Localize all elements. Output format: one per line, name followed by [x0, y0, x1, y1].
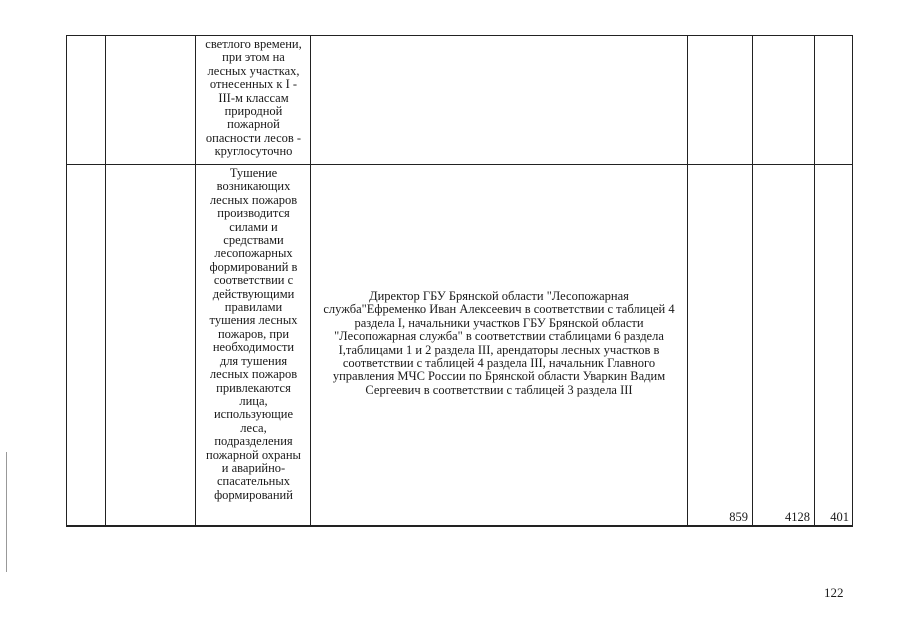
table-row2-col3-text: Тушение возникающих лесных пожаров производится силами и средствами лесопожарных формирований в соответствии с действующими правилами тушения лесных пожаров, при необходимости для тушения лесных пожаров привлекаются лица, использующие леса, подразделения пожарной охраны и аварийно- спасательных формирований — [206, 166, 301, 502]
scan-margin-mark — [6, 452, 7, 572]
table-row2-col7-value: 401 — [830, 510, 849, 524]
page-number: 122 — [824, 585, 844, 600]
table-row2-responsible-text: Директор ГБУ Брянской области "Лесопожарная служба"Ефременко Иван Алексеевич в соответствии с таблицей 4 раздела I, начальники участков ГБУ Брянской области "Лесопожарная служба" в соответствии стаблицами 6 раздела I,таблицами 1 и 2 раздела III, арендаторы лесных участков в соответствии с таблицей 4 раздела III, начальник Главного управления МЧС России по Брянской области Уваркин Вадим Сергеевич в соответствии с таблицей 3 раздела III — [323, 289, 675, 397]
table-row2-col6-value: 4128 — [785, 510, 810, 524]
table-row2-col5-value: 859 — [729, 510, 748, 524]
table-row1-col3-text: светлого времени, при этом на лесных участках, отнесенных к I - III-м классам природной пожарной опасности лесов - круглосуточно — [205, 37, 302, 159]
